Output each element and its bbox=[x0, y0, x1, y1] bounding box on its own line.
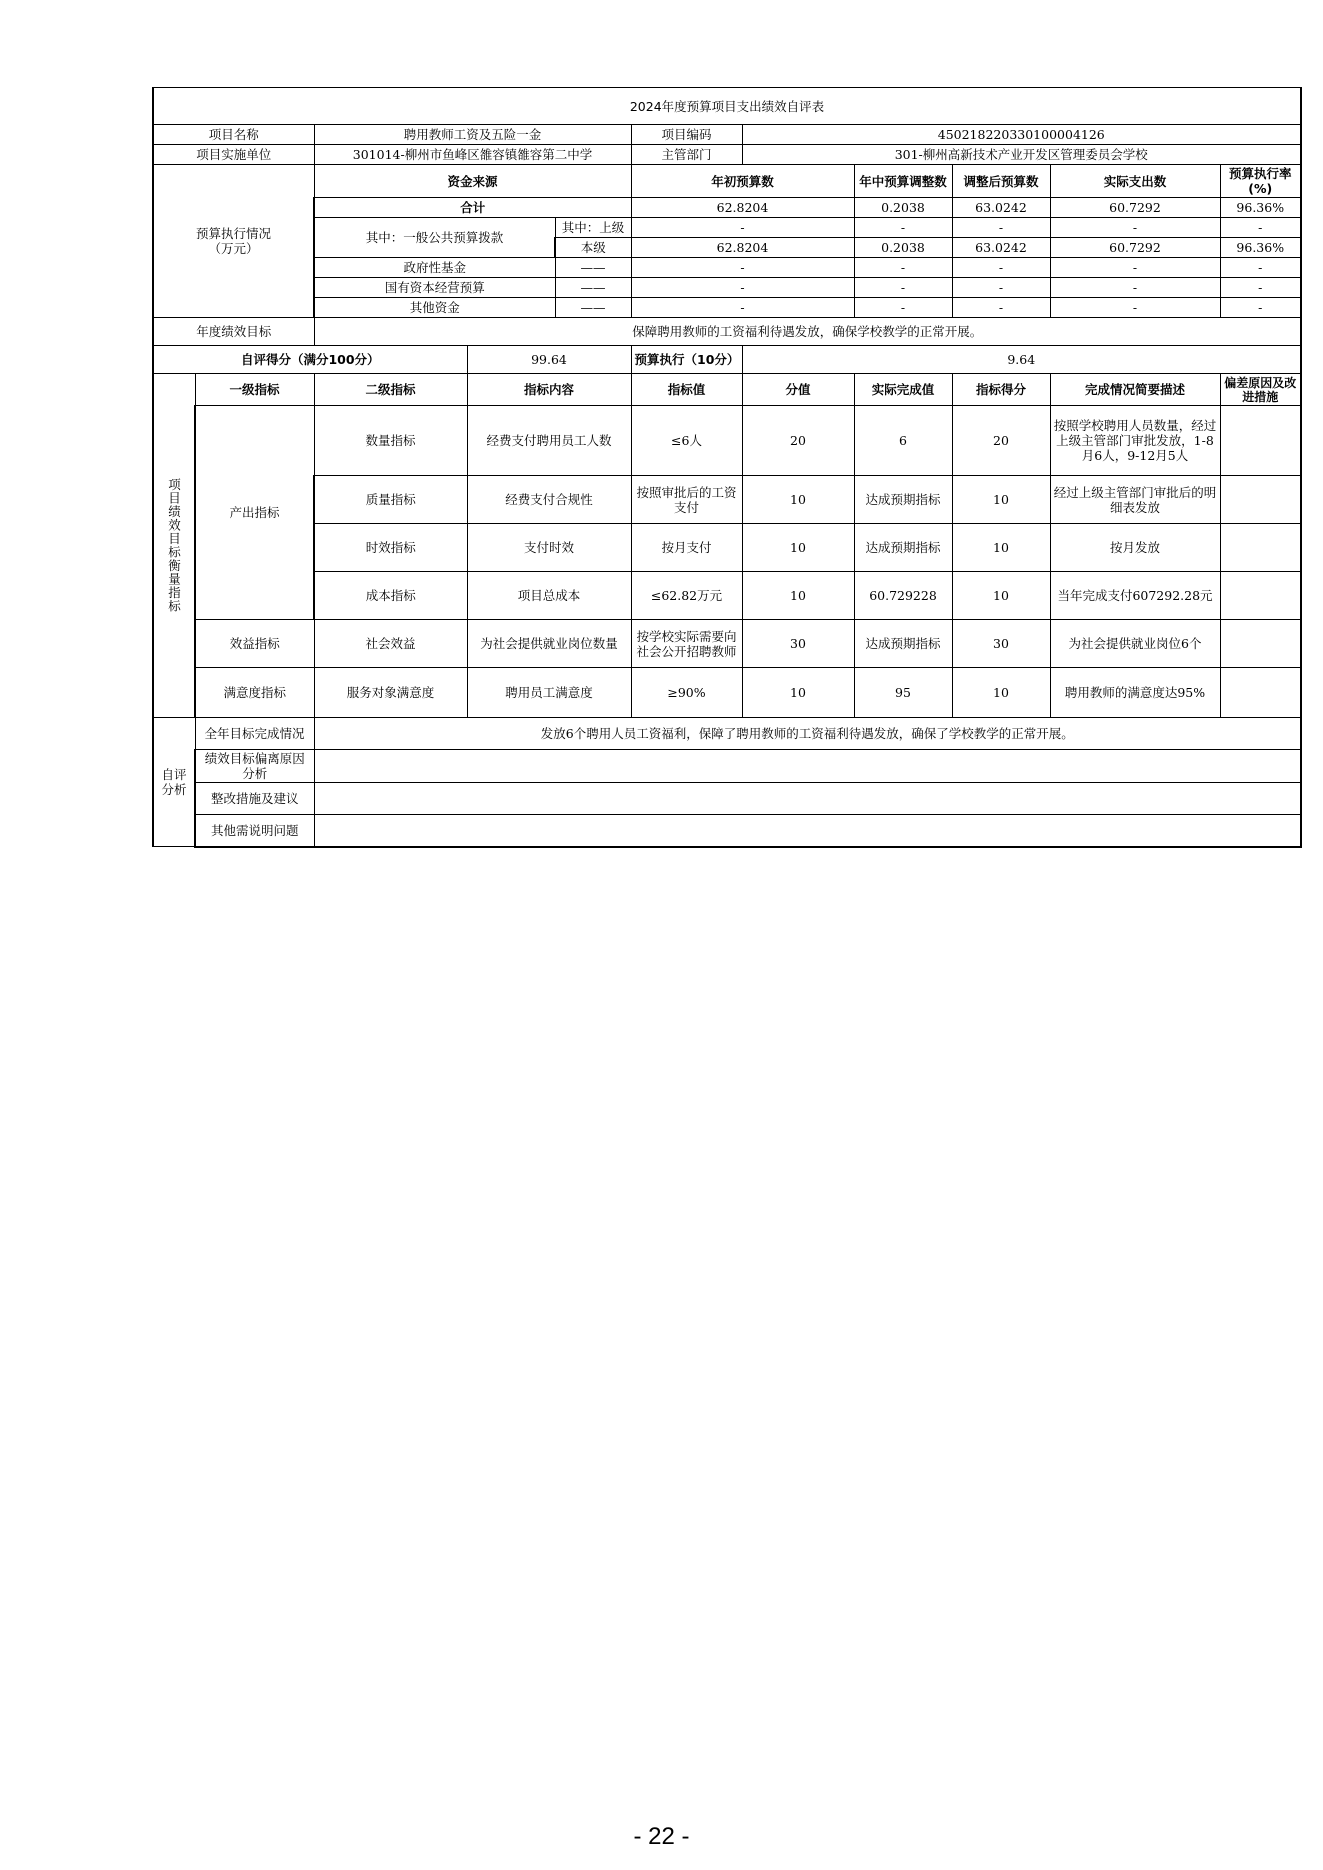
indicator-target: ≥90% bbox=[631, 668, 742, 718]
indicator-score: 10 bbox=[952, 476, 1050, 524]
indicator-level2: 成本指标 bbox=[314, 572, 467, 620]
benefit-indicator-label: 效益指标 bbox=[195, 620, 314, 668]
indicator-score: 10 bbox=[952, 668, 1050, 718]
budget-header-initial: 年初预算数 bbox=[631, 165, 854, 198]
budget-section-label: 预算执行情况 （万元） bbox=[153, 165, 314, 318]
annual-goal-text: 保障聘用教师的工资福利待遇发放，确保学校教学的正常开展。 bbox=[314, 318, 1301, 346]
indicator-header-actual: 实际完成值 bbox=[854, 374, 952, 406]
table-row bbox=[153, 668, 1301, 718]
indicator-level2: 质量指标 bbox=[314, 476, 467, 524]
indicator-score: 10 bbox=[952, 572, 1050, 620]
project-name: 聘用教师工资及五险一金 bbox=[314, 125, 631, 145]
local-adjustment: 0.2038 bbox=[854, 238, 952, 258]
analysis-label: 绩效目标偏离原因分析 bbox=[195, 750, 314, 783]
indicator-description: 为社会提供就业岗位6个 bbox=[1050, 620, 1220, 668]
self-score-value: 99.64 bbox=[467, 346, 631, 374]
indicator-deviation bbox=[1220, 620, 1301, 668]
superior-label: 其中：上级 bbox=[555, 218, 631, 238]
superior-actual: - bbox=[1050, 218, 1220, 238]
indicator-content: 经费支付合规性 bbox=[467, 476, 631, 524]
indicator-score: 10 bbox=[952, 524, 1050, 572]
indicator-description: 经过上级主管部门审批后的明细表发放 bbox=[1050, 476, 1220, 524]
evaluation-table bbox=[152, 87, 1302, 848]
indicator-target: 按学校实际需要向社会公开招聘教师 bbox=[631, 620, 742, 668]
indicator-weight: 10 bbox=[742, 524, 854, 572]
budget-total-adjustment: 0.2038 bbox=[854, 198, 952, 218]
indicator-deviation bbox=[1220, 524, 1301, 572]
superior-rate: - bbox=[1220, 218, 1301, 238]
local-initial: 62.8204 bbox=[631, 238, 854, 258]
self-score-label: 自评得分（满分100分） bbox=[153, 346, 467, 374]
indicator-header-content: 指标内容 bbox=[467, 374, 631, 406]
supervising-dept-label: 主管部门 bbox=[631, 145, 742, 165]
state-capital-adjusted: - bbox=[952, 278, 1050, 298]
other-funds-label: 其他资金 bbox=[314, 298, 555, 318]
output-indicator-label: 产出指标 bbox=[195, 406, 314, 620]
budget-header-rate: 预算执行率(%) bbox=[1220, 165, 1301, 198]
budget-total-rate: 96.36% bbox=[1220, 198, 1301, 218]
analysis-text bbox=[314, 815, 1301, 847]
gov-fund-rate: - bbox=[1220, 258, 1301, 278]
analysis-text bbox=[314, 783, 1301, 815]
indicator-description: 按月发放 bbox=[1050, 524, 1220, 572]
state-capital-dash: —— bbox=[555, 278, 631, 298]
indicator-level2: 数量指标 bbox=[314, 406, 467, 476]
superior-initial: - bbox=[631, 218, 854, 238]
indicator-score: 30 bbox=[952, 620, 1050, 668]
budget-header-adjusted: 调整后预算数 bbox=[952, 165, 1050, 198]
indicator-content: 为社会提供就业岗位数量 bbox=[467, 620, 631, 668]
indicator-header-score: 指标得分 bbox=[952, 374, 1050, 406]
project-code: 450218220330100004126 bbox=[742, 125, 1301, 145]
indicator-weight: 10 bbox=[742, 668, 854, 718]
other-funds-dash: —— bbox=[555, 298, 631, 318]
budget-exec-score-value: 9.64 bbox=[742, 346, 1301, 374]
table-row bbox=[153, 406, 1301, 476]
indicator-deviation bbox=[1220, 476, 1301, 524]
indicator-weight: 20 bbox=[742, 406, 854, 476]
gov-fund-adjusted: - bbox=[952, 258, 1050, 278]
other-funds-actual: - bbox=[1050, 298, 1220, 318]
indicator-description: 当年完成支付607292.28元 bbox=[1050, 572, 1220, 620]
analysis-label: 整改措施及建议 bbox=[195, 783, 314, 815]
indicator-target: ≤62.82万元 bbox=[631, 572, 742, 620]
other-funds-adjustment: - bbox=[854, 298, 952, 318]
indicator-header-level1: 一级指标 bbox=[195, 374, 314, 406]
budget-header-adjustment: 年中预算调整数 bbox=[854, 165, 952, 198]
analysis-text: 发放6个聘用人员工资福利，保障了聘用教师的工资福利待遇发放，确保了学校教学的正常开展。 bbox=[314, 718, 1301, 750]
state-capital-rate: - bbox=[1220, 278, 1301, 298]
supervising-dept: 301-柳州高新技术产业开发区管理委员会学校 bbox=[742, 145, 1301, 165]
indicator-content: 经费支付聘用员工人数 bbox=[467, 406, 631, 476]
analysis-label: 其他需说明问题 bbox=[195, 815, 314, 847]
indicator-actual: 6 bbox=[854, 406, 952, 476]
other-funds-initial: - bbox=[631, 298, 854, 318]
indicator-weight: 10 bbox=[742, 476, 854, 524]
indicator-level2: 时效指标 bbox=[314, 524, 467, 572]
table-row bbox=[153, 524, 1301, 572]
indicator-score: 20 bbox=[952, 406, 1050, 476]
project-code-label: 项目编码 bbox=[631, 125, 742, 145]
state-capital-actual: - bbox=[1050, 278, 1220, 298]
performance-evaluation-sheet bbox=[152, 87, 1300, 848]
indicator-actual: 达成预期指标 bbox=[854, 620, 952, 668]
indicator-actual: 95 bbox=[854, 668, 952, 718]
general-budget-label: 其中：一般公共预算拨款 bbox=[314, 218, 555, 258]
indicator-content: 聘用员工满意度 bbox=[467, 668, 631, 718]
indicator-header-deviation: 偏差原因及改进措施 bbox=[1220, 374, 1301, 406]
indicator-target: 按月支付 bbox=[631, 524, 742, 572]
annual-goal-label: 年度绩效目标 bbox=[153, 318, 314, 346]
page-number: - 22 - bbox=[633, 1823, 690, 1850]
local-label: 本级 bbox=[555, 238, 631, 258]
indicator-header-target: 指标值 bbox=[631, 374, 742, 406]
indicator-level2: 社会效益 bbox=[314, 620, 467, 668]
analysis-text bbox=[314, 750, 1301, 783]
state-capital-initial: - bbox=[631, 278, 854, 298]
superior-adjusted: - bbox=[952, 218, 1050, 238]
local-rate: 96.36% bbox=[1220, 238, 1301, 258]
indicator-target: 按照审批后的工资支付 bbox=[631, 476, 742, 524]
indicator-deviation bbox=[1220, 572, 1301, 620]
other-funds-adjusted: - bbox=[952, 298, 1050, 318]
budget-header-actual: 实际支出数 bbox=[1050, 165, 1220, 198]
gov-fund-dash: —— bbox=[555, 258, 631, 278]
indicator-content: 支付时效 bbox=[467, 524, 631, 572]
indicator-actual: 达成预期指标 bbox=[854, 476, 952, 524]
indicator-header-weight: 分值 bbox=[742, 374, 854, 406]
implementing-unit-label: 项目实施单位 bbox=[153, 145, 314, 165]
indicator-header-description: 完成情况简要描述 bbox=[1050, 374, 1220, 406]
table-row bbox=[153, 476, 1301, 524]
budget-total-label: 合计 bbox=[314, 198, 631, 218]
indicator-description: 按照学校聘用人员数量，经过上级主管部门审批发放，1-8月6人，9-12月5人 bbox=[1050, 406, 1220, 476]
indicator-weight: 30 bbox=[742, 620, 854, 668]
other-funds-rate: - bbox=[1220, 298, 1301, 318]
state-capital-label: 国有资本经营预算 bbox=[314, 278, 555, 298]
state-capital-adjustment: - bbox=[854, 278, 952, 298]
satisfaction-indicator-label: 满意度指标 bbox=[195, 668, 314, 718]
analysis-label: 全年目标完成情况 bbox=[195, 718, 314, 750]
gov-fund-label: 政府性基金 bbox=[314, 258, 555, 278]
indicator-description: 聘用教师的满意度达95% bbox=[1050, 668, 1220, 718]
indicator-content: 项目总成本 bbox=[467, 572, 631, 620]
budget-total-adjusted: 63.0242 bbox=[952, 198, 1050, 218]
analysis-section-label: 自评 分析 bbox=[153, 718, 195, 847]
superior-adjustment: - bbox=[854, 218, 952, 238]
local-actual: 60.7292 bbox=[1050, 238, 1220, 258]
budget-total-initial: 62.8204 bbox=[631, 198, 854, 218]
budget-exec-score-label: 预算执行（10分） bbox=[631, 346, 742, 374]
budget-header-source: 资金来源 bbox=[314, 165, 631, 198]
indicator-level2: 服务对象满意度 bbox=[314, 668, 467, 718]
indicators-section-label: 项目绩效目标衡量指标 bbox=[153, 374, 195, 718]
indicator-header-level2: 二级指标 bbox=[314, 374, 467, 406]
gov-fund-initial: - bbox=[631, 258, 854, 278]
indicator-deviation bbox=[1220, 668, 1301, 718]
table-row bbox=[153, 572, 1301, 620]
table-row bbox=[153, 620, 1301, 668]
indicator-deviation bbox=[1220, 406, 1301, 476]
implementing-unit: 301014-柳州市鱼峰区雒容镇雒容第二中学 bbox=[314, 145, 631, 165]
local-adjusted: 63.0242 bbox=[952, 238, 1050, 258]
indicator-actual: 60.729228 bbox=[854, 572, 952, 620]
project-name-label: 项目名称 bbox=[153, 125, 314, 145]
indicator-weight: 10 bbox=[742, 572, 854, 620]
gov-fund-actual: - bbox=[1050, 258, 1220, 278]
indicator-actual: 达成预期指标 bbox=[854, 524, 952, 572]
sheet-title: 2024年度预算项目支出绩效自评表 bbox=[153, 88, 1301, 125]
budget-total-actual: 60.7292 bbox=[1050, 198, 1220, 218]
indicator-target: ≤6人 bbox=[631, 406, 742, 476]
gov-fund-adjustment: - bbox=[854, 258, 952, 278]
